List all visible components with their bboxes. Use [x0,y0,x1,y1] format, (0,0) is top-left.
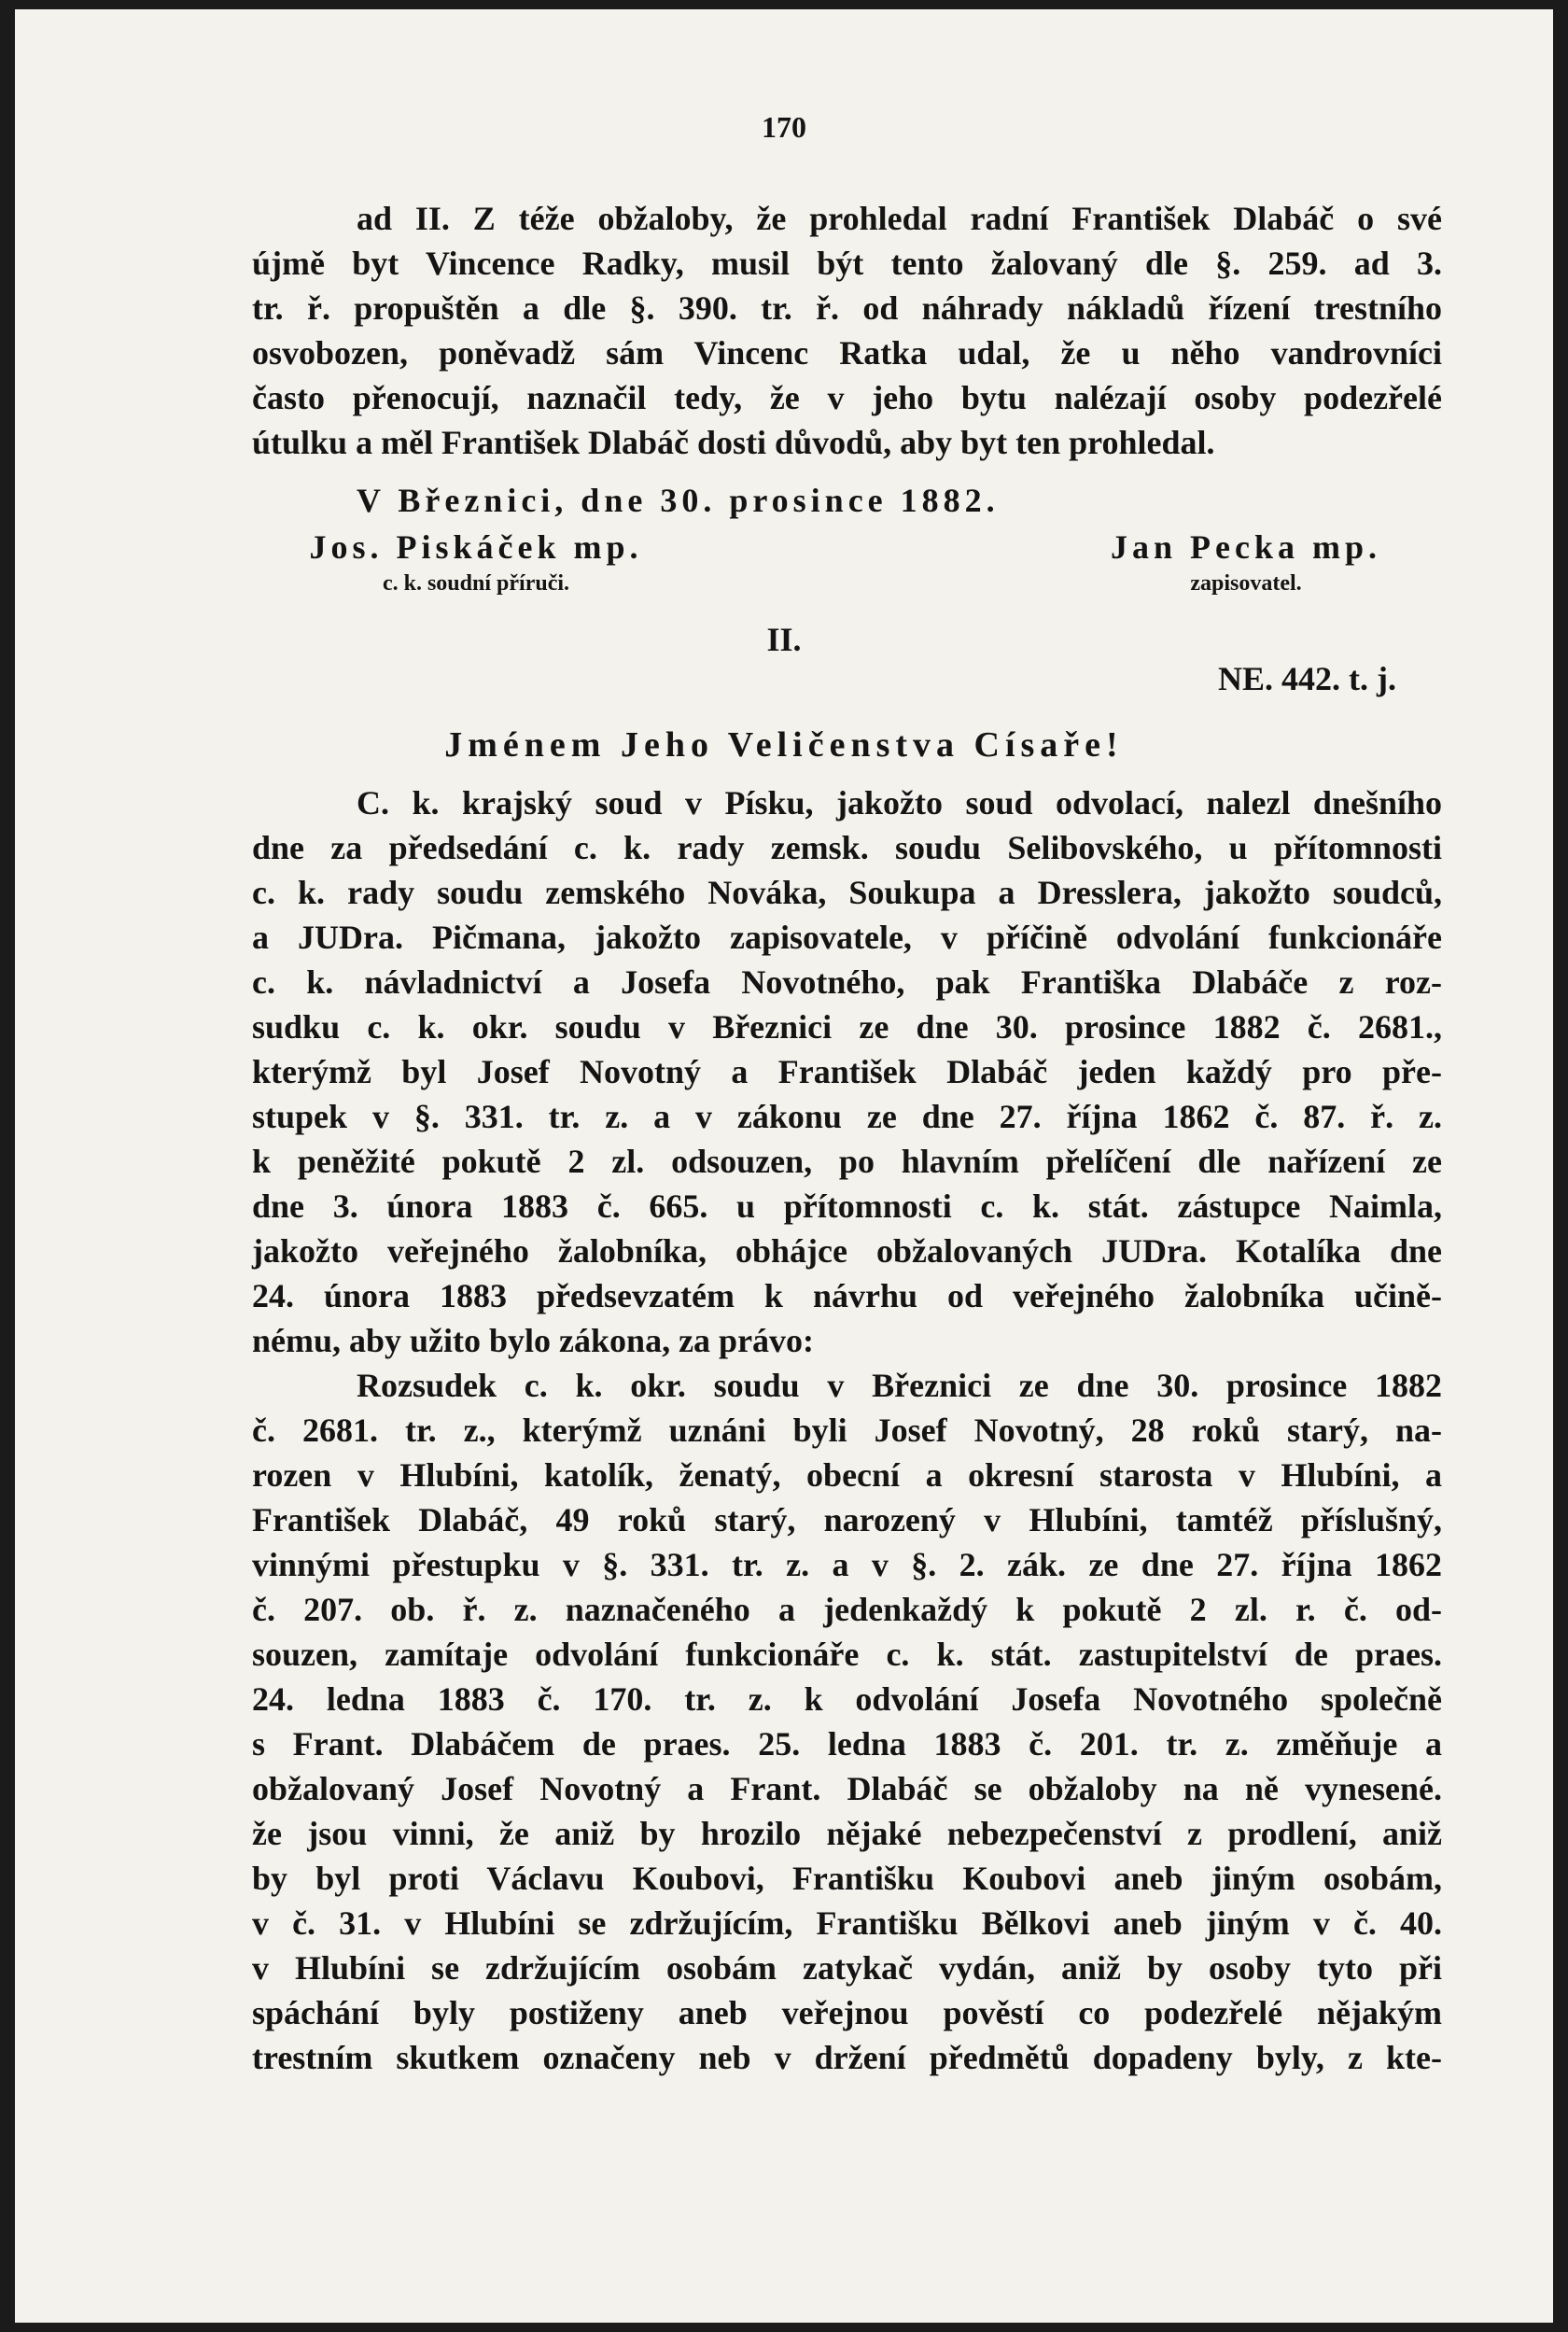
section-number: II. [766,621,802,658]
text-line: k peněžité pokutě 2 zl. odsouzen, po hlavním přelíčení dle nařízení ze [252,1143,1442,1180]
paragraph-ad-ii [252,196,1442,465]
text-line: Rozsudek c. k. okr. soudu v Březnici ze dne 30. prosince 1882 [357,1367,1442,1404]
text-line: ad II. Z téže obžaloby, že prohledal radní František Dlabáč o své [357,200,1442,237]
place-date [252,478,1442,523]
text-line: stupek v §. 331. tr. z. a v zákonu ze dne 27. října 1862 č. 87. ř. z. [252,1098,1442,1135]
text-line: by byl proti Václavu Koubovi, Františku Koubovi aneb jiným osobám, [252,1860,1442,1897]
signature-left-name: Jos. Piskáček mp. [309,528,643,566]
signature-right-name: Jan Pecka mp. [1111,528,1381,566]
signature-right-role: zapisovatel. [1190,571,1302,596]
text-line: c. k. návladnictví a Josefa Novotného, pak Františka Dlabáče z roz- [252,963,1442,1001]
text-line: dne za předsedání c. k. rady zemsk. soudu Selibovského, u přítomnosti [252,829,1442,866]
text-line: nému, aby užito bylo zákona, za právo: [252,1322,815,1359]
text-line: rozen v Hlubíni, katolík, ženatý, obecní a okresní starosta v Hlubíni, a [252,1456,1442,1494]
text-line: č. 2681. tr. z., kterýmž uznáni byli Josef Novotný, 28 roků starý, na- [252,1412,1442,1449]
text-line: dne 3. února 1883 č. 665. u přítomnosti c. k. stát. zástupce Naimla, [252,1187,1442,1225]
text-line: vinnými přestupku v §. 331. tr. z. a v §. 2. zák. ze dne 27. října 1862 [252,1546,1442,1583]
section-heading: Jménem Jeho Veličenstva Císaře! [444,725,1124,765]
text-line: často přenocují, naznačil tedy, že v jeho bytu nalézají osoby podezřelé [252,379,1442,416]
signature-right [1050,525,1442,597]
text-line: C. k. krajský soud v Písku, jakožto soud odvolací, nalezl dnešního [357,784,1442,822]
text-line: osvobozen, poněvadž sám Vincenc Ratka udal, že u něho vandrovníci [252,334,1442,372]
text-line: František Dlabáč, 49 roků starý, narozený v Hlubíni, tamtéž příslušný, [252,1501,1442,1538]
text-line: 24. února 1883 předsevzatém k návrhu od veřejného žalobníka učině- [252,1277,1442,1314]
text-line: a JUDra. Pičmana, jakožto zapisovatele, v příčině odvolání funkcionáře [252,919,1442,956]
text-line: 24. ledna 1883 č. 170. tr. z. k odvolání Josefa Novotného společně [252,1680,1442,1718]
text-line: obžalovaný Josef Novotný a Frant. Dlabáč se obžaloby na ně vynesené. [252,1770,1442,1807]
text-line: že jsou vinni, že aniž by hrozilo nějaké nebezpečenství z prodlení, aniž [252,1815,1442,1852]
paragraph-judgment [252,1363,1442,2080]
page-number: 170 [762,110,806,144]
text-line: kterýmž byl Josef Novotný a František Dlabáč jeden každý pro pře- [252,1053,1442,1090]
document-page [15,9,1553,2323]
text-line: trestním skutkem označeny neb v držení předmětů dopadeny byly, z kte- [252,2039,1442,2076]
signature-left-role: c. k. soudní příruči. [382,571,570,596]
place-date-line: V Březnici, dne 30. prosince 1882. [357,482,1000,519]
text-line: c. k. rady soudu zemského Nováka, Soukupa a Dresslera, jakožto soudců, [252,874,1442,911]
case-reference: NE. 442. t. j. [1218,660,1396,697]
text-line: č. 207. ob. ř. z. naznačeného a jedenkaždý k pokutě 2 zl. r. č. od- [252,1591,1442,1628]
text-line: v č. 31. v Hlubíni se zdržujícím, Františku Bělkovi aneb jiným v č. 40. [252,1904,1442,1942]
text-line: tr. ř. propuštěn a dle §. 390. tr. ř. od náhrady nákladů řízení trestního [252,289,1442,327]
text-line: jakožto veřejného žalobníka, obhájce obžalovaných JUDra. Kotalíka dne [252,1232,1442,1270]
text-line: s Frant. Dlabáčem de praes. 25. ledna 1883 č. 201. tr. z. změňuje a [252,1725,1442,1763]
text-line: spáchání byly postiženy aneb veřejnou pověstí co podezřelé nějakým [252,1994,1442,2031]
signatures [252,525,1442,618]
signature-left [252,525,700,597]
text-line: útulku a měl František Dlabáč dosti důvodů, aby byt ten prohledal. [252,424,1215,461]
text-line: újmě byt Vincence Radky, musil být tento žalovaný dle §. 259. ad 3. [252,245,1442,282]
text-line: souzen, zamítaje odvolání funkcionáře c. k. stát. zastupitelství de praes. [252,1636,1442,1673]
text-line: sudku c. k. okr. soudu v Březnici ze dne 30. prosince 1882 č. 2681., [252,1008,1442,1046]
text-line: v Hlubíni se zdržujícím osobám zatykač vydán, aniž by osoby tyto při [252,1949,1442,1987]
paragraph-court-decision [252,780,1442,1363]
